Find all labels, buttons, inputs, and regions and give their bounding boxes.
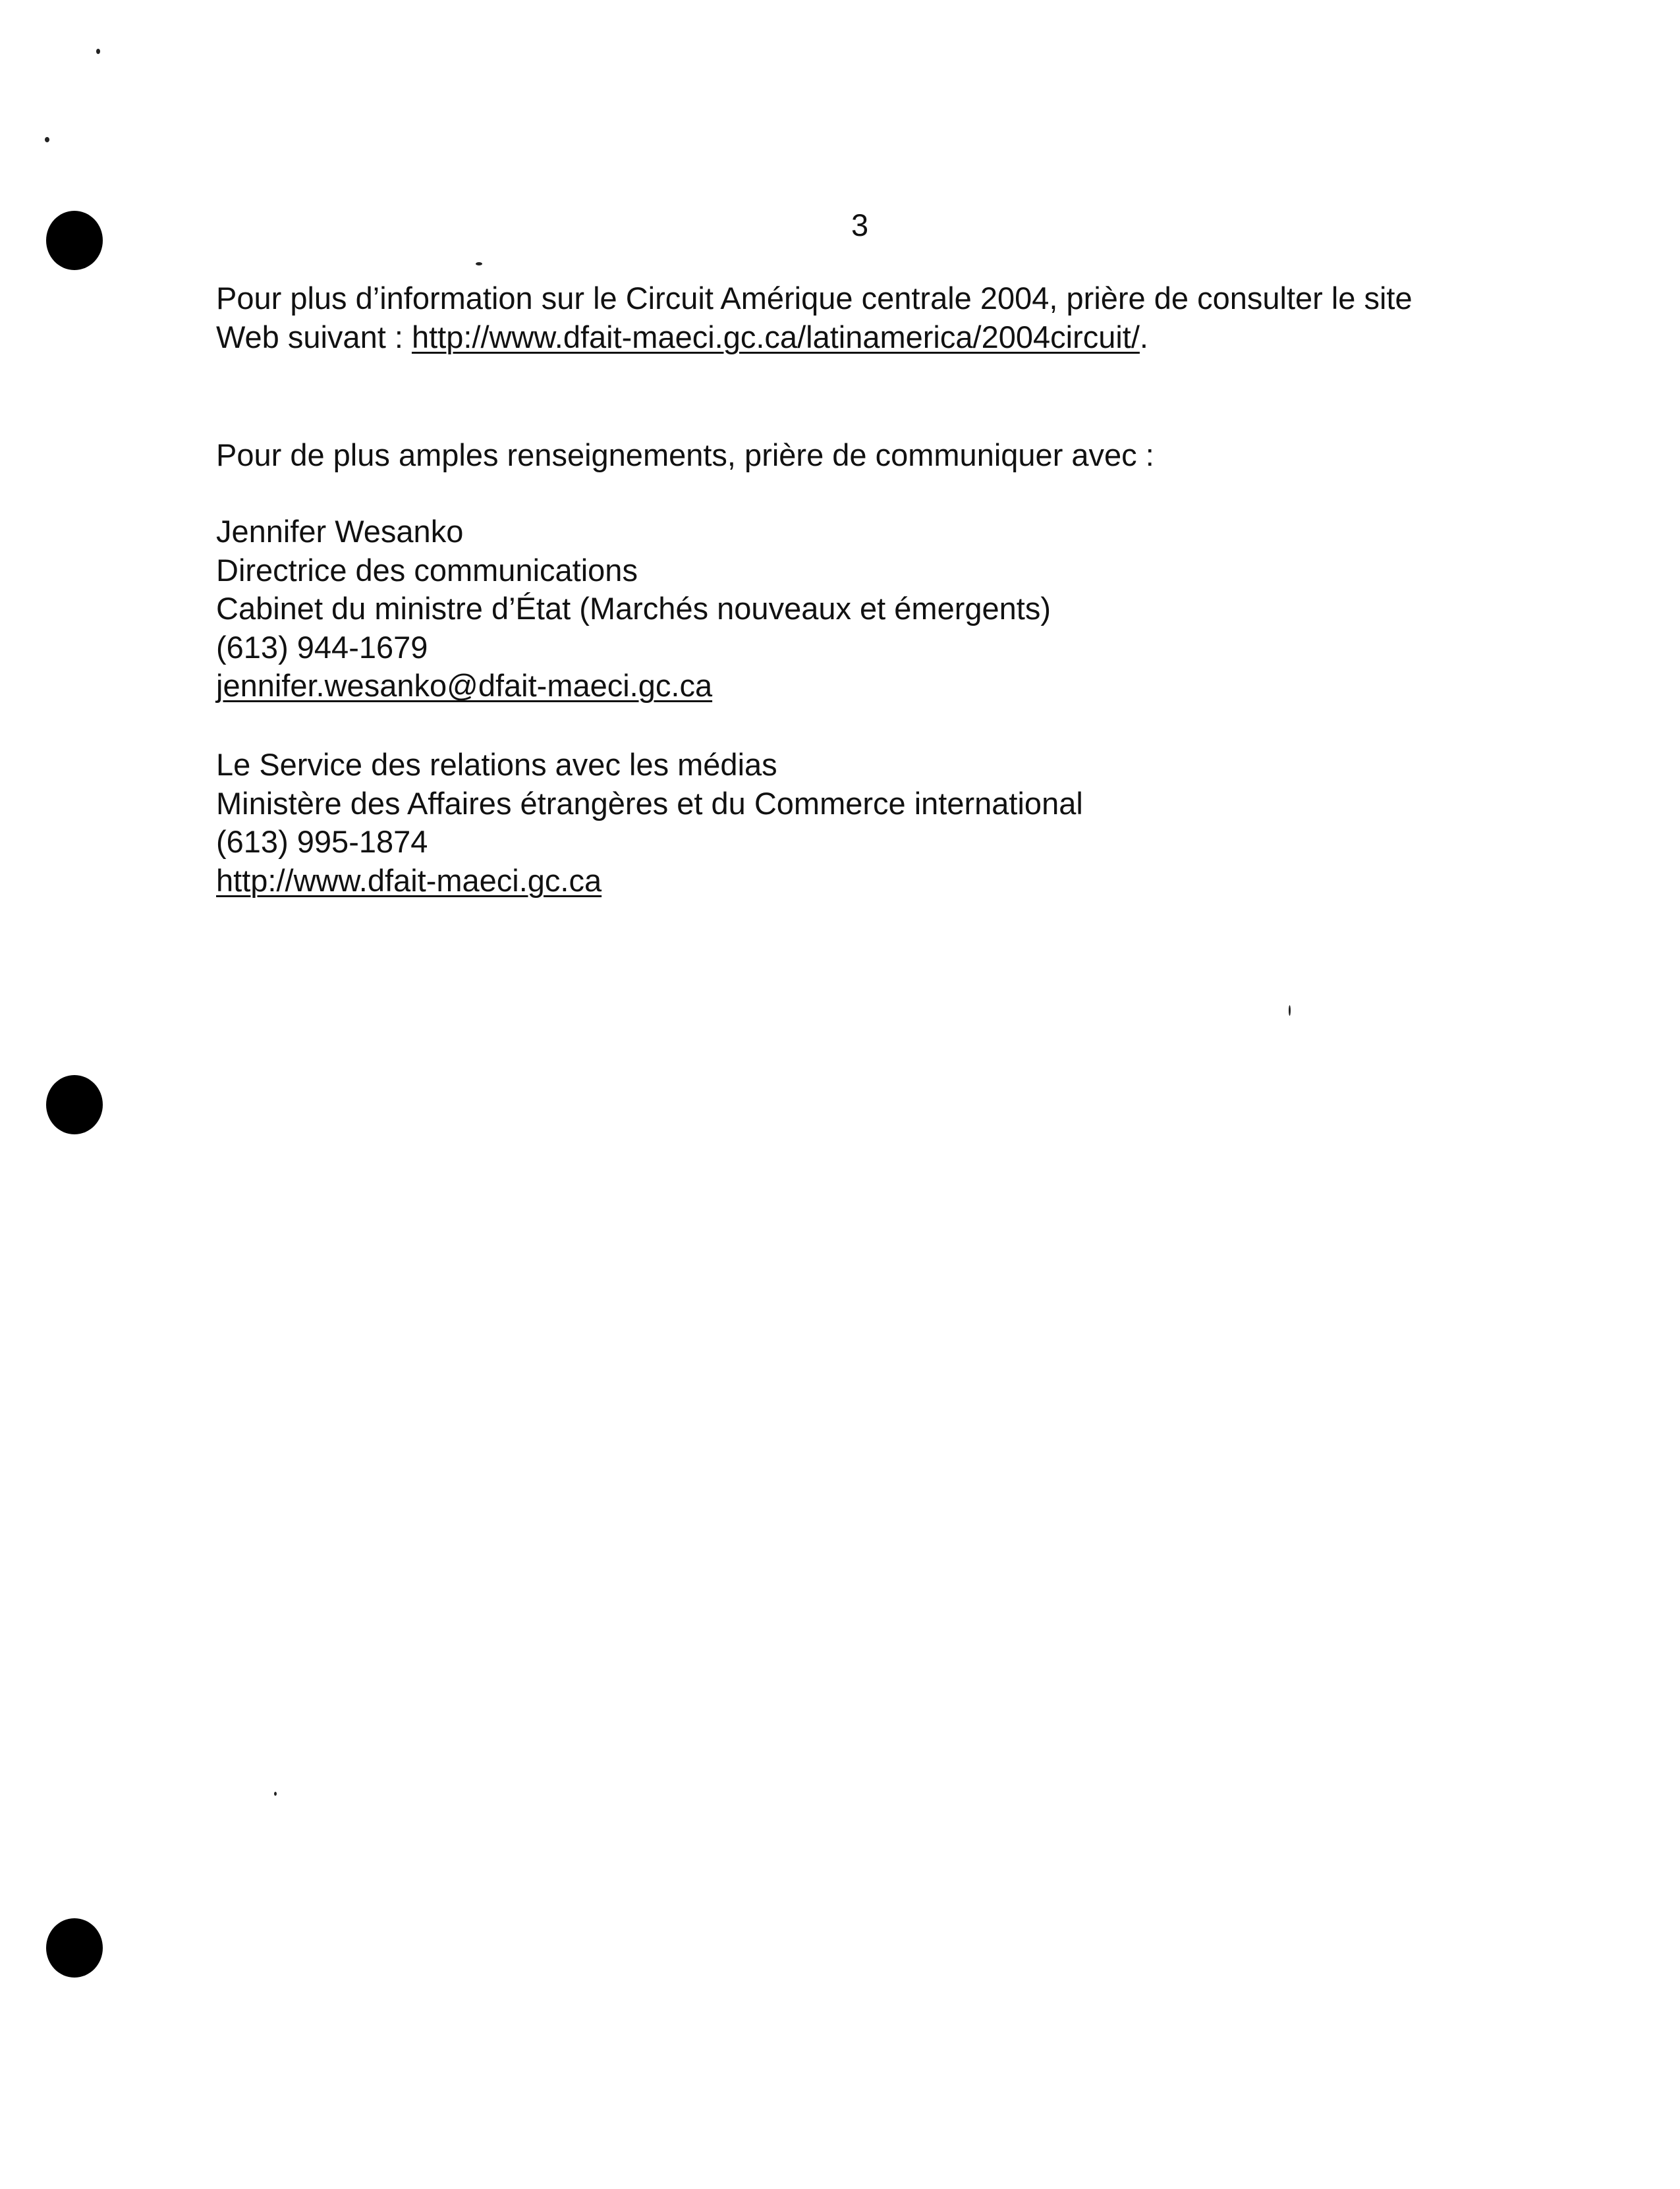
page-number: 3: [851, 208, 869, 242]
circuit-website-link[interactable]: http://www.dfait-maeci.gc.ca/latinamerica/2004circuit/: [411, 319, 1140, 354]
contact-name: Jennifer Wesanko: [216, 514, 464, 549]
contact-office: Cabinet du ministre d’État (Marchés nouveaux et émergents): [216, 591, 1051, 626]
media-phone: (613) 995-1874: [216, 824, 428, 859]
ministry-name: Ministère des Affaires étrangères et du Commerce international: [216, 785, 1083, 821]
scan-speck: [1289, 1005, 1291, 1016]
circuit-info-prefix: Web suivant :: [216, 319, 412, 354]
scan-speck: [96, 49, 100, 54]
circuit-info-suffix: .: [1139, 319, 1148, 354]
contact-intro-paragraph: Pour de plus amples renseignements, prière de communiquer avec :: [216, 437, 1154, 472]
punch-hole-middle: [46, 1075, 103, 1134]
contact-block-communications: [216, 513, 1051, 706]
contact-title: Directrice des communications: [216, 552, 638, 588]
punch-hole-bottom: [46, 1918, 103, 1978]
circuit-info-line-1: Pour plus d’information sur le Circuit Amérique centrale 2004, prière de consulter le site: [216, 281, 1413, 316]
contact-email-link[interactable]: jennifer.wesanko@dfait-maeci.gc.ca: [216, 668, 713, 703]
ministry-website-line: [216, 862, 1083, 901]
contact-block-media: [216, 746, 1083, 900]
ministry-website-link[interactable]: http://www.dfait-maeci.gc.ca: [216, 862, 602, 898]
scan-speck: [476, 262, 482, 265]
contact-phone: (613) 944-1679: [216, 629, 428, 665]
contact-email-line: [216, 667, 1051, 706]
circuit-info-line-2: [216, 318, 1413, 357]
scan-speck: [274, 1792, 277, 1796]
media-service-name: Le Service des relations avec les médias: [216, 747, 777, 782]
punch-hole-top: [46, 211, 103, 270]
circuit-info-paragraph: [216, 279, 1413, 356]
scan-speck: [45, 137, 49, 142]
